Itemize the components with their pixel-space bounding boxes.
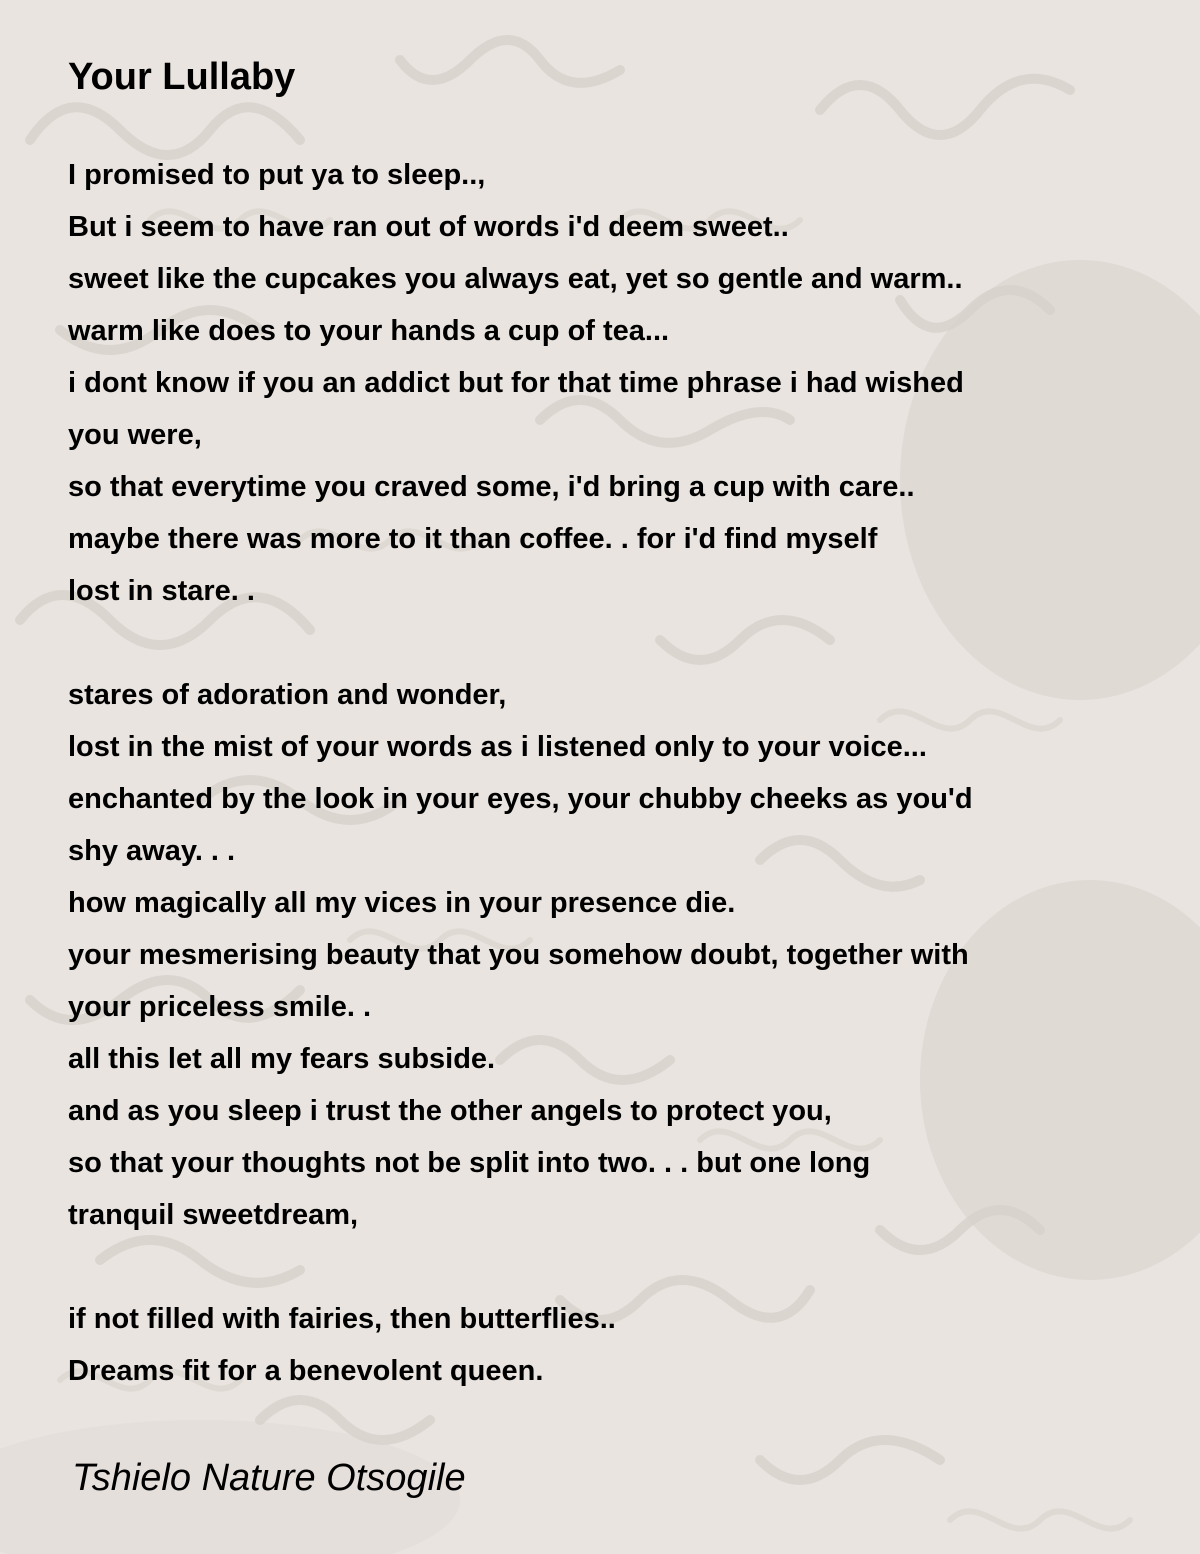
poem-title: Your Lullaby (68, 56, 296, 98)
poem-author: Tshielo Nature Otsogile (72, 1457, 466, 1499)
poem-line: lost in stare. . (68, 575, 255, 607)
poem-line: enchanted by the look in your eyes, your chubby cheeks as you'd (68, 783, 973, 815)
poem-line: you were, (68, 419, 202, 451)
poem-body (68, 149, 1168, 1397)
poem-line: i dont know if you an addict but for that time phrase i had wished (68, 367, 964, 399)
poem-line: Dreams fit for a benevolent queen. (68, 1355, 544, 1387)
stanza-break (68, 617, 1168, 669)
poem-line: your priceless smile. . (68, 991, 372, 1023)
poem-line: so that your thoughts not be split into two. . . but one long (68, 1147, 871, 1179)
poem-line: sweet like the cupcakes you always eat, yet so gentle and warm.. (68, 263, 963, 295)
poem-line: lost in the mist of your words as i listened only to your voice... (68, 731, 927, 763)
stanza-break (68, 1241, 1168, 1293)
poem-line: all this let all my fears subside. (68, 1043, 496, 1075)
poem-line: your mesmerising beauty that you somehow doubt, together with (68, 939, 969, 971)
poem-line: I promised to put ya to sleep.., (68, 159, 486, 191)
poem-line: warm like does to your hands a cup of tea... (68, 315, 670, 347)
poem-line: But i seem to have ran out of words i'd deem sweet.. (68, 211, 789, 243)
poem-line: shy away. . . (68, 835, 236, 867)
poem-line: how magically all my vices in your presence die. (68, 887, 736, 919)
poem-line: if not filled with fairies, then butterflies.. (68, 1303, 616, 1335)
poem-line: maybe there was more to it than coffee. . for i'd find myself (68, 523, 878, 555)
poem-line: and as you sleep i trust the other angels to protect you, (68, 1095, 832, 1127)
poem-line: so that everytime you craved some, i'd bring a cup with care.. (68, 471, 915, 503)
poem-line: stares of adoration and wonder, (68, 679, 507, 711)
poem-line: tranquil sweetdream, (68, 1199, 359, 1231)
